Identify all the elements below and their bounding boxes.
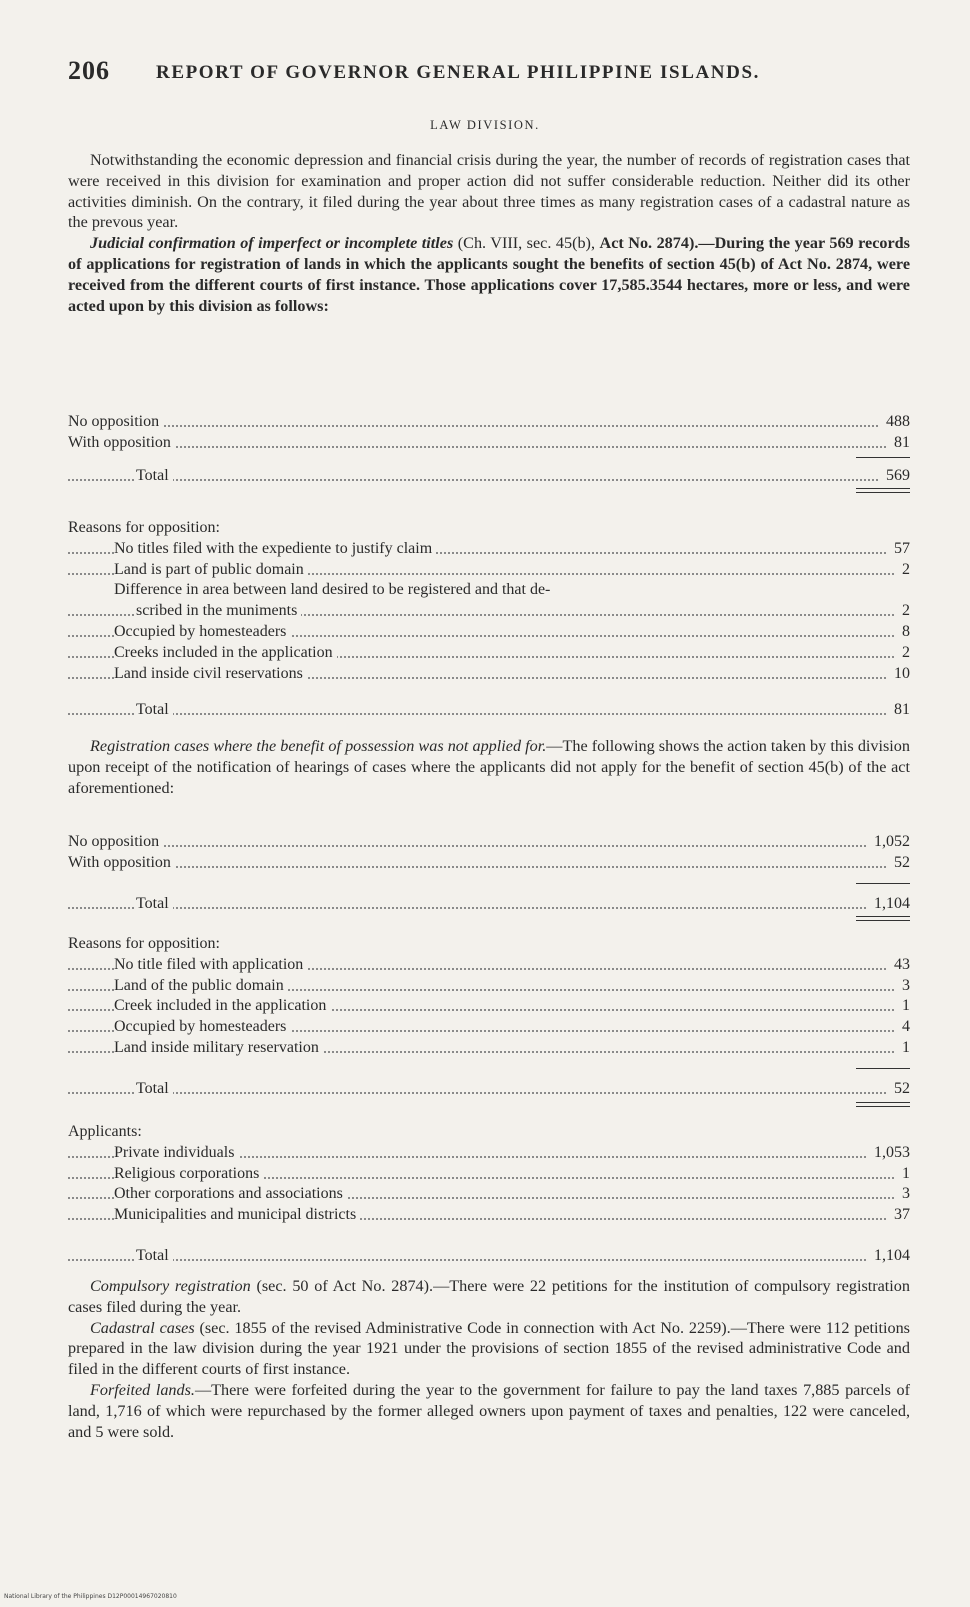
table-row: Religious corporations 1 <box>68 1164 910 1185</box>
table-row: With opposition 81 <box>68 433 910 454</box>
sum-rule <box>68 880 910 888</box>
body-text-top <box>68 150 910 316</box>
table-heading: Applicants: <box>68 1122 910 1143</box>
double-rule <box>68 1100 910 1110</box>
table-row: Municipalities and municipal districts 37 <box>68 1205 910 1226</box>
registration-body: —The following shows the action taken by this division upon receipt of the notification of hearings of cases where the applicants did not apply for the benefit of section 45(b) of the act aforementioned: <box>68 737 910 797</box>
table-row: Other corporations and associations 3 <box>68 1184 910 1205</box>
table-row: Land inside civil reservations 10 <box>68 664 910 685</box>
total-row: Total 52 <box>68 1079 910 1100</box>
table-row: Land inside military reservation 1 <box>68 1038 910 1059</box>
table-row: No titles filed with the expediente to justify claim 57 <box>68 539 910 560</box>
total-row: Total 1,104 <box>68 894 910 915</box>
judicial-heading: Judicial confirmation of imperfect or incomplete titles <box>90 234 454 253</box>
running-head: REPORT OF GOVERNOR GENERAL PHILIPPINE ISLANDS. <box>156 62 760 83</box>
table-registration-action <box>68 832 910 924</box>
table-row: Land is part of public domain 2 <box>68 560 910 581</box>
table-row: With opposition 52 <box>68 853 910 874</box>
table-row: No title filed with application 43 <box>68 955 910 976</box>
registration-heading: Registration cases where the benefit of possession was not applied for. <box>90 737 547 755</box>
table-row: Creek included in the application 1 <box>68 996 910 1017</box>
table-row: Private individuals 1,053 <box>68 1143 910 1164</box>
table-row: Difference in area between land desired to be registered and that de- <box>68 580 910 601</box>
table-heading: Reasons for opposition: <box>68 934 910 955</box>
table-row: Occupied by homesteaders 4 <box>68 1017 910 1038</box>
table-row: scribed in the muniments 2 <box>68 601 910 622</box>
page-header <box>68 56 908 86</box>
total-row: Total 81 <box>68 700 910 721</box>
table-applicants <box>68 1122 910 1267</box>
double-rule <box>68 486 910 496</box>
table-reasons-opposition-2 <box>68 934 910 1110</box>
forfeited-paragraph: Forfeited lands.—There were forfeited during the year to the government for failure to pay the land taxes 7,885 parcels of land, 1,716 of which were repurchased by the former alleged owners upon payment of taxes and penalties, 122 were canceled, and 5 were sold. <box>68 1380 910 1441</box>
table-applications-action <box>68 412 910 496</box>
sum-rule <box>68 1065 910 1073</box>
judicial-body: —During the year 569 records of applications for registration of lands in which the applicants sought the benefits of section 45(b) of Act No. 2874, were received from the different courts of first instance. Those applications cover 17,585.3544 hectares, more or less, and were acted upon by this division as follows: <box>68 234 910 315</box>
body-text-bottom <box>68 1276 910 1442</box>
table-heading: Reasons for opposition: <box>68 518 910 539</box>
table-row: Land of the public domain 3 <box>68 976 910 997</box>
table-row: Occupied by homesteaders 8 <box>68 622 910 643</box>
judicial-act: Act No. 2874). <box>599 234 699 253</box>
total-row: Total 569 <box>68 466 910 487</box>
registration-paragraph <box>68 736 910 798</box>
sum-rule <box>68 454 910 462</box>
intro-paragraph: Notwithstanding the economic depression and financial crisis during the year, the number of records of registration cases that were received in this division for examination and proper action did not suffer considerable reduction. Neither did its other activities diminish. On the contrary, it filed during the year about three times as many registration cases of a cadastral nature as the prevous year. <box>68 151 910 232</box>
table-row: No opposition 488 <box>68 412 910 433</box>
section-title: LAW DIVISION. <box>430 118 540 132</box>
compulsory-paragraph: Compulsory registration (sec. 50 of Act No. 2874).—There were 22 petitions for the institution of compulsory registration cases filed during the year. <box>68 1277 910 1316</box>
cadastral-paragraph: Cadastral cases (sec. 1855 of the revised Administrative Code in connection with Act No. 2259).—There were 112 petitions prepared in the law division during the year 1921 under the provisions of section 1855 of the revised administrative Code and filed in the different courts of first instance. <box>68 1318 910 1379</box>
table-row: Creeks included in the application 2 <box>68 643 910 664</box>
judicial-ref: (Ch. VIII, sec. 45(b), <box>453 234 600 253</box>
double-rule <box>68 914 910 924</box>
body-text-registration <box>68 736 910 798</box>
footer-credit: National Library of the Philippines D12P00014967020810 <box>4 1593 177 1600</box>
table-reasons-opposition-1 <box>68 518 910 721</box>
judicial-paragraph <box>68 233 910 316</box>
table-row: No opposition 1,052 <box>68 832 910 853</box>
page-number: 206 <box>68 56 110 85</box>
total-row: Total 1,104 <box>68 1246 910 1267</box>
